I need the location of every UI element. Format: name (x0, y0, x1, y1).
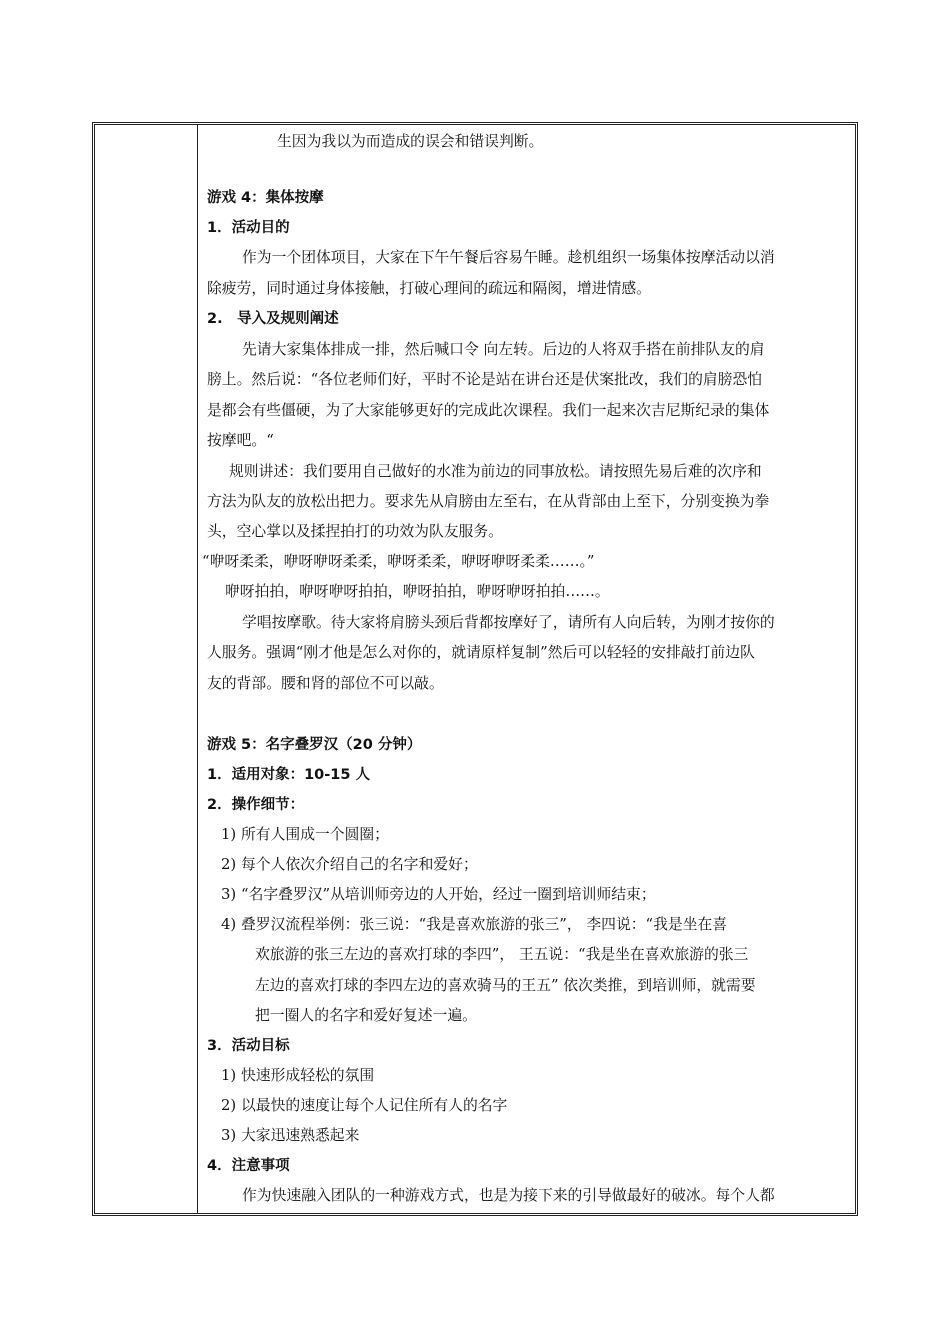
section-heading (207, 309, 339, 329)
line-text: 4．注意事项 (207, 1158, 290, 1174)
line-text: 左边的喜欢打球的李四左边的喜欢骑马的王五” 依次类推，到培训师，就需要 (255, 977, 756, 994)
list-number: 2) (221, 1097, 237, 1114)
line-text: “名字叠罗汉”从培训师旁边的人开始，经过一圈到培训师结束； (241, 886, 656, 903)
section-heading (207, 795, 304, 815)
line-text: 膀上。然后说：“各位老师们好，平时不论是站在讲台还是伏案批改，我们的肩膀恐怕 (207, 371, 763, 388)
line-text: 1．适用对象：10-15 人 (207, 767, 371, 783)
list-number: 3) (221, 886, 237, 903)
text-line (207, 279, 651, 299)
section-heading (207, 765, 370, 785)
line-text: 生因为我以为而造成的误会和错误判断。 (277, 133, 544, 150)
line-text: 每个人依次介绍自己的名字和爱好； (241, 856, 478, 873)
line-text: 方法为队友的放松出把力。要求先从肩膀由左至右，在从背部由上至下，分别变换为拳 (207, 493, 770, 510)
line-text: 2．操作细节： (207, 797, 305, 813)
line-text: “咿呀柔柔，咿呀咿呀柔柔，咿呀柔柔，咿呀咿呀柔柔……。” (202, 553, 595, 570)
text-line (207, 915, 727, 935)
line-text: 所有人围成一个圆圈； (241, 826, 389, 843)
line-text: 头，空心掌以及揉捏拍打的功效为队友服务。 (207, 523, 503, 540)
text-line (242, 1186, 775, 1206)
section-heading (207, 1156, 290, 1176)
text-line (207, 1096, 507, 1116)
list-number: 1) (221, 1067, 237, 1084)
line-text: 是都会有些僵硬，为了大家能够更好的完成此次课程。我们一起来次吉尼斯纪录的集体 (207, 402, 770, 419)
line-text: 作为快速融入团队的一种游戏方式，也是为接下来的引导做最好的破冰。每个人都 (242, 1187, 775, 1204)
text-line (207, 1126, 359, 1146)
text-line (242, 613, 775, 633)
text-line (242, 340, 765, 360)
text-line (207, 1066, 374, 1086)
list-number: 1) (221, 826, 237, 843)
column-divider (197, 124, 198, 1214)
text-line (207, 401, 769, 421)
text-line (207, 492, 769, 512)
line-text: 友的背部。腰和肾的部位不可以敲。 (207, 675, 444, 692)
line-text: 咿呀拍拍，咿呀咿呀拍拍，咿呀拍拍，咿呀咿呀拍拍……。 (225, 583, 610, 600)
text-line (277, 132, 543, 152)
text-line (207, 674, 444, 694)
line-text: 游戏 4：集体按摩 (207, 190, 324, 206)
list-number: 3) (221, 1127, 237, 1144)
line-text: 欢旅游的张三左边的喜欢打球的李四”， 王五说：“我是坐在喜欢旅游的张三 (255, 946, 749, 963)
line-text: 以最快的速度让每个人记住所有人的名字 (241, 1097, 508, 1114)
line-text: 学唱按摩歌。待大家将肩膀头颈后背都按摩好了，请所有人向后转，为刚才按你的 (242, 614, 775, 631)
line-text: 按摩吧。“ (207, 432, 274, 449)
section-heading (207, 188, 324, 208)
text-line (207, 522, 503, 542)
text-line (255, 976, 756, 996)
line-text: 除疲劳，同时通过身体接触，打破心理间的疏远和隔阂，增进情感。 (207, 280, 651, 297)
section-heading (207, 735, 421, 755)
line-text: 叠罗汉流程举例：张三说：“我是喜欢旅游的张三”， 李四说：“我是坐在喜 (241, 916, 728, 933)
text-line (202, 552, 594, 572)
text-line (207, 885, 656, 905)
text-line (207, 431, 274, 451)
line-text: 作为一个团体项目，大家在下午午餐后容易午睡。趁机组织一场集体按摩活动以消 (242, 249, 775, 266)
text-line (229, 462, 762, 482)
line-text: 3．活动目标 (207, 1038, 290, 1054)
line-text: 人服务。强调“刚才他是怎么对你的，就请原样复制”然后可以轻轻的安排敲打前边队 (207, 644, 755, 661)
line-text: 把一圈人的名字和爱好复述一遍。 (255, 1007, 477, 1024)
line-text: 大家迅速熟悉起来 (241, 1127, 360, 1144)
text-line (255, 945, 748, 965)
text-line (242, 248, 775, 268)
line-text: 快速形成轻松的氛围 (241, 1067, 375, 1084)
line-text: 1．活动目的 (207, 220, 290, 236)
line-text: 先请大家集体排成一排，然后喊口令 向左转。后边的人将双手搭在前排队友的肩 (242, 341, 765, 358)
text-line (225, 582, 610, 602)
text-line (255, 1006, 477, 1026)
line-text: 规则讲述：我们要用自己做好的水准为前边的同事放松。请按照先易后难的次序和 (229, 463, 762, 480)
text-line (207, 855, 478, 875)
text-line (207, 825, 389, 845)
text-line (207, 643, 755, 663)
text-line (207, 370, 762, 390)
line-text: 2. 导入及规则阐述 (207, 311, 339, 327)
list-number: 4) (221, 916, 237, 933)
list-number: 2) (221, 856, 237, 873)
section-heading (207, 218, 290, 238)
line-text: 游戏 5：名字叠罗汉（20 分钟） (207, 737, 422, 753)
section-heading (207, 1036, 290, 1056)
